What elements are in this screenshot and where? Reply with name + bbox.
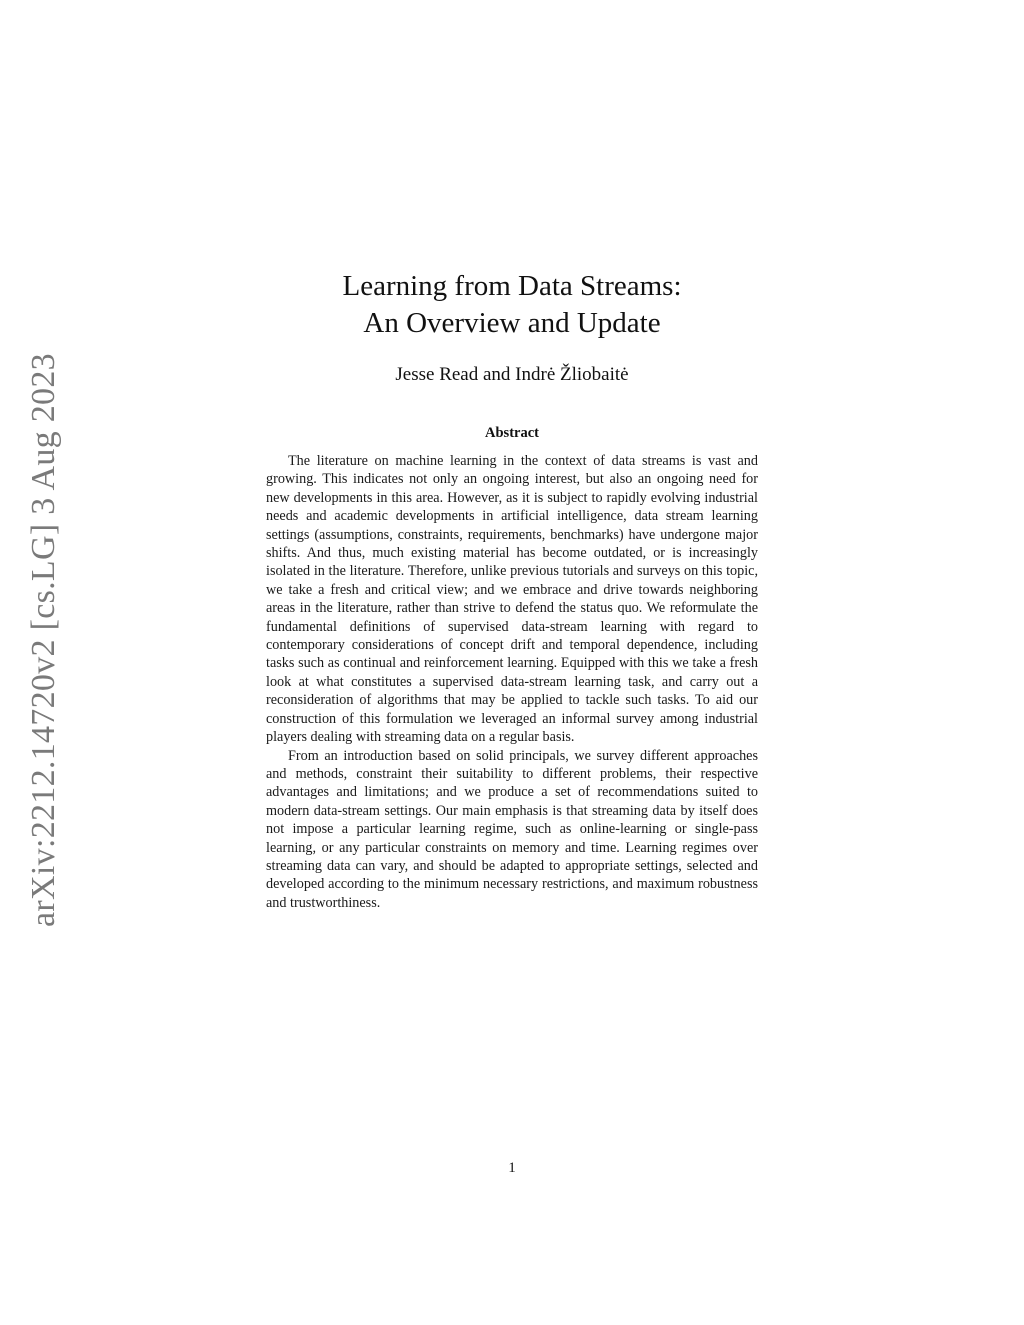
title-line-1: Learning from Data Streams: xyxy=(342,270,682,302)
abstract-paragraph-1: The literature on machine learning in the context of data streams is vast and growing. This indicates not only an ongoing interest, but also an ongoing need for new developments in this area. However, as it is subject to rapidly evolving industrial needs and academic developments in artificial intelligence, data stream learning settings (assumptions, constraints, requirements, benchmarks) have undergone major shifts. And thus, much existing material has become outdated, or is increasingly isolated in the literature. Therefore, unlike previous tutorials and surveys on this topic, we take a fresh and critical view; and we embrace and drive towards neighboring areas in the literature, rather than strive to defend the status quo. We reformulate the fundamental definitions of supervised data-stream learning with regard to contemporary considerations of concept drift and temporal dependence, including tasks such as continual and reinforcement learning. Equipped with this we take a fresh look at what constitutes a supervised data-stream learning task, and carry out a reconsideration of algorithms that may be applied to tackle such tasks. To aid our construction of this formulation we leveraged an informal survey among industrial players dealing with streaming data on a regular basis. xyxy=(266,453,758,746)
page-number: 1 xyxy=(508,1160,516,1176)
title-line-2: An Overview and Update xyxy=(363,307,661,339)
abstract-paragraph-2: From an introduction based on solid principals, we survey different approaches and methods, constraint their suitability to different problems, their respective advantages and limitations; and we produce a set of recommendations suited to modern data-stream settings. Our main emphasis is that streaming data by itself does not impose a particular learning regime, such as online-learning or single-pass learning, or any particular constraints on memory and time. Learning regimes over streaming data can vary, and should be adapted to appropriate settings, selected and developed according to the minimum necessary restrictions, and maximum robustness and trustworthiness. xyxy=(266,747,758,911)
arxiv-identifier-stamp: arXiv:2212.14720v2 [cs.LG] 3 Aug 2023 xyxy=(25,353,62,927)
author-list: Jesse Read and Indrė Žliobaitė xyxy=(395,364,629,385)
abstract-body xyxy=(266,452,758,912)
abstract-heading: Abstract xyxy=(485,425,539,441)
paper-title xyxy=(0,268,1024,342)
